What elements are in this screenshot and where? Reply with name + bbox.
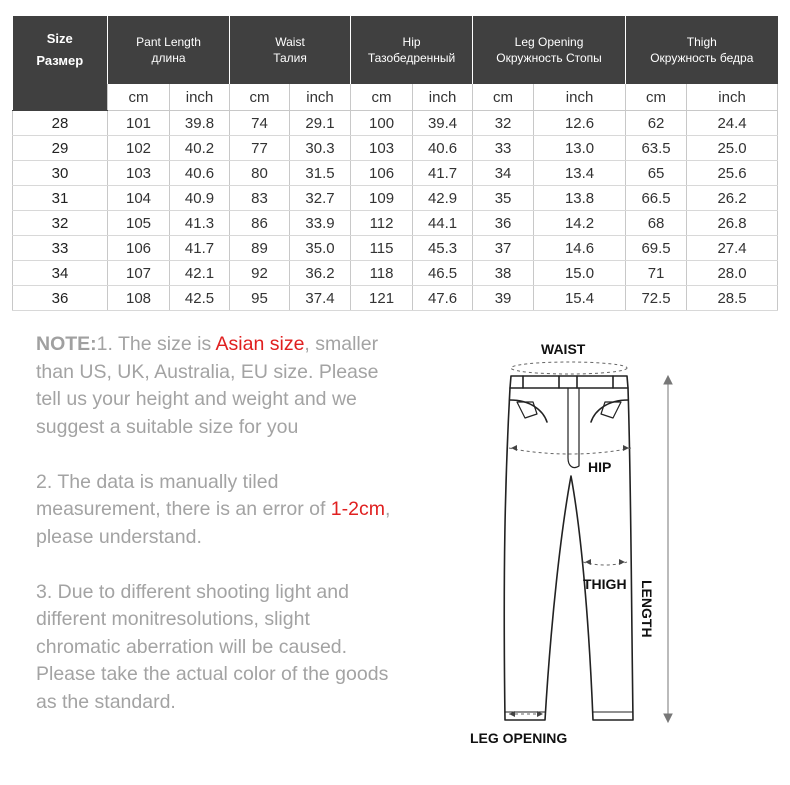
measurement-cell: 101 (108, 111, 170, 136)
measurement-cell: 118 (351, 261, 413, 286)
size-cell: 34 (13, 261, 108, 286)
measurement-cell: 102 (108, 136, 170, 161)
measurement-cell: 15.0 (534, 261, 626, 286)
measurement-cell: 77 (230, 136, 290, 161)
measurement-cell: 29.1 (290, 111, 351, 136)
size-chart-table (12, 16, 778, 311)
measurement-cell: 74 (230, 111, 290, 136)
measurement-cell: 89 (230, 236, 290, 261)
pant-length-header: Pant Length длина (108, 16, 230, 84)
measurement-cell: 13.8 (534, 186, 626, 211)
hip-header: Hip Тазобедренный (351, 16, 473, 84)
measurement-cell: 42.5 (170, 286, 230, 311)
measurement-cell: 32.7 (290, 186, 351, 211)
measurement-cell: 35 (473, 186, 534, 211)
measurement-cell: 24.4 (687, 111, 778, 136)
pants-measurement-diagram (455, 330, 715, 760)
size-cell: 29 (13, 136, 108, 161)
unit-header-row (13, 84, 778, 111)
measurement-cell: 27.4 (687, 236, 778, 261)
measurement-cell: 121 (351, 286, 413, 311)
measurement-cell: 34 (473, 161, 534, 186)
measurement-cell: 28.5 (687, 286, 778, 311)
measurement-cell: 13.4 (534, 161, 626, 186)
unit-cell: inch (687, 84, 778, 111)
unit-cell: inch (170, 84, 230, 111)
note-label: NOTE: (36, 333, 97, 355)
unit-cell: cm (351, 84, 413, 111)
measurement-cell: 47.6 (413, 286, 473, 311)
table-row (13, 186, 778, 211)
measurement-cell: 35.0 (290, 236, 351, 261)
table-row (13, 261, 778, 286)
measurement-cell: 13.0 (534, 136, 626, 161)
unit-cell: inch (413, 84, 473, 111)
measurement-cell: 108 (108, 286, 170, 311)
table-row (13, 236, 778, 261)
table-row (13, 211, 778, 236)
leg-opening-label: LEG OPENING (470, 730, 568, 746)
measurement-cell: 95 (230, 286, 290, 311)
note-3: 3. Due to different shooting light and different monitresolutions, slight chromatic aberration will be caused. Please take the actual color of the goods as the standard. (36, 580, 389, 713)
measurement-cell: 40.6 (170, 161, 230, 186)
table-row (13, 111, 778, 136)
measurement-cell: 72.5 (626, 286, 687, 311)
measurement-cell: 36 (473, 211, 534, 236)
measurement-cell: 32 (473, 111, 534, 136)
measurement-cell: 62 (626, 111, 687, 136)
measurement-cell: 26.8 (687, 211, 778, 236)
measurement-cell: 42.9 (413, 186, 473, 211)
measurement-cell: 40.9 (170, 186, 230, 211)
table-row (13, 286, 778, 311)
measurement-cell: 104 (108, 186, 170, 211)
size-table-body (13, 111, 778, 311)
measurement-cell: 37 (473, 236, 534, 261)
note-2: 2. The data is manually tiled measurement, there is an error of 1-2cm, please understand. (36, 470, 391, 548)
measurement-cell: 39.4 (413, 111, 473, 136)
size-header-en: Size (46, 31, 73, 46)
unit-cell: inch (290, 84, 351, 111)
error-range-highlight: 1-2cm (330, 498, 385, 520)
measurement-cell: 69.5 (626, 236, 687, 261)
unit-cell: cm (626, 84, 687, 111)
unit-cell: cm (473, 84, 534, 111)
measurement-cell: 103 (351, 136, 413, 161)
unit-cell: inch (534, 84, 626, 111)
measurement-cell: 12.6 (534, 111, 626, 136)
measurement-cell: 100 (351, 111, 413, 136)
unit-spacer (13, 84, 108, 111)
measurement-cell: 25.6 (687, 161, 778, 186)
measurement-cell: 106 (108, 236, 170, 261)
measurement-cell: 14.2 (534, 211, 626, 236)
measurement-cell: 106 (351, 161, 413, 186)
measurement-cell: 103 (108, 161, 170, 186)
measurement-cell: 92 (230, 261, 290, 286)
leg-opening-header: Leg Opening Окружность Стопы (473, 16, 626, 84)
measurement-cell: 63.5 (626, 136, 687, 161)
measurement-cell: 36.2 (290, 261, 351, 286)
measurement-cell: 44.1 (413, 211, 473, 236)
size-cell: 31 (13, 186, 108, 211)
measurement-cell: 83 (230, 186, 290, 211)
measurement-cell: 71 (626, 261, 687, 286)
measurement-cell: 28.0 (687, 261, 778, 286)
thigh-header: Thigh Окружность бедра (626, 16, 778, 84)
measurement-cell: 26.2 (687, 186, 778, 211)
size-cell: 33 (13, 236, 108, 261)
measurement-cell: 46.5 (413, 261, 473, 286)
measurement-cell: 42.1 (170, 261, 230, 286)
measurement-cell: 25.0 (687, 136, 778, 161)
measurement-cell: 41.7 (170, 236, 230, 261)
length-label: LENGTH (639, 580, 655, 638)
size-cell: 36 (13, 286, 108, 311)
measurement-cell: 40.6 (413, 136, 473, 161)
measurement-cell: 40.2 (170, 136, 230, 161)
measurement-cell: 33.9 (290, 211, 351, 236)
measurement-cell: 107 (108, 261, 170, 286)
size-header-ru: Размер (36, 53, 84, 68)
measurement-cell: 39.8 (170, 111, 230, 136)
measurement-cell: 66.5 (626, 186, 687, 211)
measurement-cell: 41.3 (170, 211, 230, 236)
hip-label: HIP (588, 459, 612, 475)
measurement-cell: 39 (473, 286, 534, 311)
measurement-cell: 31.5 (290, 161, 351, 186)
waist-header: Waist Талия (230, 16, 351, 84)
size-cell: 32 (13, 211, 108, 236)
measurement-cell: 45.3 (413, 236, 473, 261)
measurement-cell: 38 (473, 261, 534, 286)
measurement-cell: 80 (230, 161, 290, 186)
measurement-cell: 14.6 (534, 236, 626, 261)
waist-label: WAIST (541, 341, 586, 357)
asian-size-highlight: Asian size (215, 333, 305, 355)
size-cell: 28 (13, 111, 108, 136)
measurement-cell: 37.4 (290, 286, 351, 311)
measurement-cell: 68 (626, 211, 687, 236)
thigh-label: THIGH (583, 576, 627, 592)
measurement-cell: 41.7 (413, 161, 473, 186)
table-row (13, 136, 778, 161)
measurement-cell: 109 (351, 186, 413, 211)
measurement-cell: 86 (230, 211, 290, 236)
note-1: NOTE:1. The size is Asian size, smaller than US, UK, Australia, EU size. Please tell us your height and weight and we suggest a suitable size for you (36, 333, 379, 438)
measurement-cell: 115 (351, 236, 413, 261)
measurement-cell: 33 (473, 136, 534, 161)
unit-cell: cm (230, 84, 290, 111)
measurement-cell: 112 (351, 211, 413, 236)
size-cell: 30 (13, 161, 108, 186)
measurement-cell: 65 (626, 161, 687, 186)
size-notes (36, 331, 396, 744)
measurement-cell: 15.4 (534, 286, 626, 311)
unit-cell: cm (108, 84, 170, 111)
size-header (13, 16, 108, 84)
pants-outline-icon (455, 330, 715, 760)
group-header-row (13, 16, 778, 84)
measurement-cell: 105 (108, 211, 170, 236)
table-row (13, 161, 778, 186)
measurement-cell: 30.3 (290, 136, 351, 161)
